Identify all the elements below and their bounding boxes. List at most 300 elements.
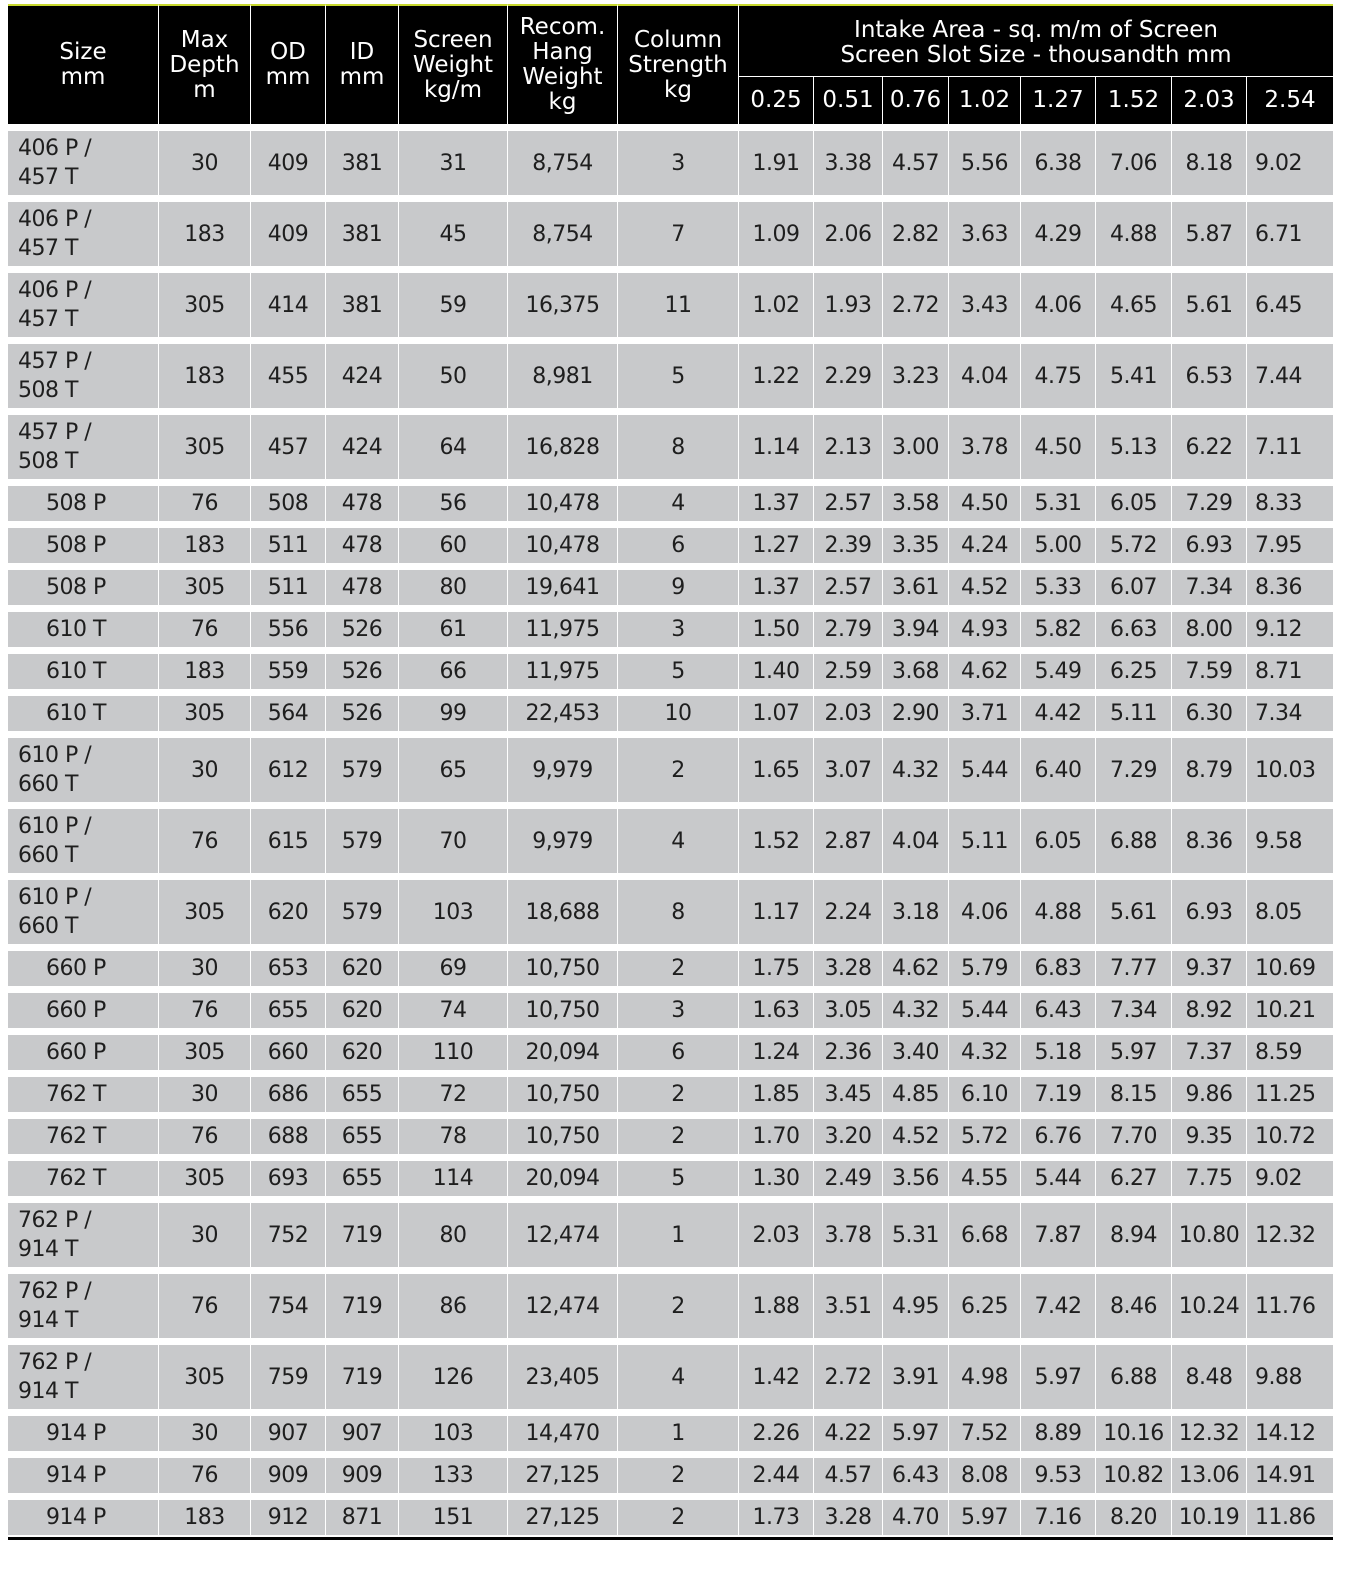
cell-size: [8, 195, 158, 266]
cell-size-line: 914 P: [46, 1505, 106, 1530]
header-max-depth-line1: Max: [180, 26, 229, 53]
cell-size-line: 660 T: [18, 772, 78, 797]
cell-size: [8, 337, 158, 408]
table-row: [8, 873, 1333, 944]
cell-hang-weight: 27,125: [507, 1451, 617, 1493]
table-row: [8, 195, 1333, 266]
cell-intake-area: 8.46: [1095, 1267, 1171, 1338]
cell-od: 556: [250, 605, 325, 647]
cell-size: [8, 408, 158, 479]
cell-hang-weight: 16,828: [507, 408, 617, 479]
cell-id: 871: [325, 1493, 398, 1535]
cell-id: 424: [325, 408, 398, 479]
cell-od: 511: [250, 521, 325, 563]
cell-intake-area: 4.98: [948, 1338, 1020, 1409]
cell-screen-weight: 80: [398, 1196, 507, 1267]
table-row: [8, 802, 1333, 873]
header-screen-weight: [398, 4, 507, 124]
cell-intake-area: 10.19: [1171, 1493, 1246, 1535]
header-max-depth-line3: m: [193, 76, 216, 103]
cell-id: 620: [325, 1028, 398, 1070]
cell-intake-area: 4.95: [882, 1267, 948, 1338]
cell-intake-area: 4.85: [882, 1070, 948, 1112]
cell-size: [8, 1196, 158, 1267]
cell-intake-area: 4.50: [948, 479, 1020, 521]
cell-intake-area: 12.32: [1246, 1196, 1333, 1267]
cell-max-depth: 305: [158, 408, 250, 479]
cell-column-strength: 6: [617, 1028, 738, 1070]
cell-intake-area: 8.79: [1171, 731, 1246, 802]
cell-od: 693: [250, 1154, 325, 1196]
cell-id: 719: [325, 1196, 398, 1267]
cell-id: 907: [325, 1409, 398, 1451]
cell-intake-area: 6.05: [1020, 802, 1095, 873]
cell-size: [8, 1070, 158, 1112]
cell-screen-weight: 78: [398, 1112, 507, 1154]
cell-size-line: 610 T: [46, 617, 106, 642]
cell-intake-area: 2.29: [813, 337, 882, 408]
cell-intake-area: 6.25: [1095, 647, 1171, 689]
cell-intake-area: 2.44: [738, 1451, 813, 1493]
cell-intake-area: 7.29: [1171, 479, 1246, 521]
cell-intake-area: 10.82: [1095, 1451, 1171, 1493]
cell-intake-area: 1.91: [738, 124, 813, 195]
cell-od: 414: [250, 266, 325, 337]
cell-intake-area: 1.85: [738, 1070, 813, 1112]
cell-intake-area: 4.32: [882, 986, 948, 1028]
cell-size-line: 660 T: [18, 914, 78, 939]
cell-column-strength: 6: [617, 521, 738, 563]
cell-intake-area: 10.21: [1246, 986, 1333, 1028]
cell-size-line: 610 T: [46, 701, 106, 726]
cell-intake-area: 3.58: [882, 479, 948, 521]
cell-intake-area: 7.16: [1020, 1493, 1095, 1535]
cell-intake-area: 3.43: [948, 266, 1020, 337]
cell-id: 579: [325, 873, 398, 944]
cell-intake-area: 8.20: [1095, 1493, 1171, 1535]
cell-intake-area: 4.04: [882, 802, 948, 873]
cell-intake-area: 2.03: [738, 1196, 813, 1267]
table-row: [8, 337, 1333, 408]
cell-size-line: 406 P /: [18, 136, 92, 161]
cell-intake-area: 3.61: [882, 563, 948, 605]
cell-intake-area: 1.30: [738, 1154, 813, 1196]
cell-screen-weight: 72: [398, 1070, 507, 1112]
table-row: [8, 1112, 1333, 1154]
cell-intake-area: 7.42: [1020, 1267, 1095, 1338]
cell-intake-area: 2.72: [813, 1338, 882, 1409]
cell-hang-weight: 18,688: [507, 873, 617, 944]
cell-max-depth: 183: [158, 195, 250, 266]
cell-id: 655: [325, 1154, 398, 1196]
cell-intake-area: 6.93: [1171, 873, 1246, 944]
cell-intake-area: 3.28: [813, 1493, 882, 1535]
cell-column-strength: 2: [617, 944, 738, 986]
cell-intake-area: 3.35: [882, 521, 948, 563]
cell-od: 612: [250, 731, 325, 802]
cell-id: 526: [325, 647, 398, 689]
cell-intake-area: 6.68: [948, 1196, 1020, 1267]
cell-intake-area: 3.78: [813, 1196, 882, 1267]
cell-column-strength: 11: [617, 266, 738, 337]
header-hang-weight-line4: kg: [548, 89, 577, 115]
cell-screen-weight: 99: [398, 689, 507, 731]
cell-od: 909: [250, 1451, 325, 1493]
cell-hang-weight: 11,975: [507, 605, 617, 647]
cell-screen-weight: 110: [398, 1028, 507, 1070]
cell-intake-area: 3.18: [882, 873, 948, 944]
cell-screen-weight: 66: [398, 647, 507, 689]
table-row: [8, 124, 1333, 195]
cell-intake-area: 6.83: [1020, 944, 1095, 986]
cell-column-strength: 3: [617, 605, 738, 647]
screen-spec-table: [8, 4, 1333, 1535]
cell-intake-area: 7.19: [1020, 1070, 1095, 1112]
cell-intake-area: 6.30: [1171, 689, 1246, 731]
cell-intake-area: 2.13: [813, 408, 882, 479]
cell-size: [8, 873, 158, 944]
cell-screen-weight: 103: [398, 1409, 507, 1451]
table-body: [8, 124, 1333, 1535]
cell-intake-area: 6.71: [1246, 195, 1333, 266]
cell-intake-area: 6.40: [1020, 731, 1095, 802]
table-row: [8, 266, 1333, 337]
cell-hang-weight: 8,754: [507, 195, 617, 266]
cell-size: [8, 1493, 158, 1535]
cell-od: 409: [250, 124, 325, 195]
header-slot-size: 2.54: [1246, 76, 1333, 124]
cell-size-line: 508 P: [46, 491, 106, 516]
cell-column-strength: 4: [617, 1338, 738, 1409]
cell-screen-weight: 133: [398, 1451, 507, 1493]
cell-max-depth: 305: [158, 1338, 250, 1409]
header-od-line1: OD: [270, 39, 306, 65]
cell-intake-area: 3.38: [813, 124, 882, 195]
cell-intake-area: 4.06: [948, 873, 1020, 944]
cell-hang-weight: 10,478: [507, 521, 617, 563]
cell-hang-weight: 8,981: [507, 337, 617, 408]
table-row: [8, 1028, 1333, 1070]
cell-column-strength: 5: [617, 337, 738, 408]
cell-size: [8, 479, 158, 521]
cell-hang-weight: 23,405: [507, 1338, 617, 1409]
table-row: [8, 1493, 1333, 1535]
cell-od: 660: [250, 1028, 325, 1070]
cell-screen-weight: 45: [398, 195, 507, 266]
table-row: [8, 986, 1333, 1028]
header-slot-size: 2.03: [1171, 76, 1246, 124]
cell-intake-area: 2.87: [813, 802, 882, 873]
cell-size-line: 457 P /: [18, 349, 92, 374]
cell-intake-area: 4.04: [948, 337, 1020, 408]
cell-intake-area: 4.88: [1095, 195, 1171, 266]
cell-intake-area: 10.24: [1171, 1267, 1246, 1338]
cell-od: 508: [250, 479, 325, 521]
cell-hang-weight: 12,474: [507, 1196, 617, 1267]
cell-max-depth: 30: [158, 944, 250, 986]
cell-intake-area: 1.37: [738, 479, 813, 521]
cell-intake-area: 5.31: [1020, 479, 1095, 521]
cell-od: 564: [250, 689, 325, 731]
header-column-strength-line1: Column: [633, 26, 723, 53]
cell-intake-area: 4.62: [882, 944, 948, 986]
table-row: [8, 647, 1333, 689]
cell-intake-area: 7.37: [1171, 1028, 1246, 1070]
cell-screen-weight: 64: [398, 408, 507, 479]
cell-intake-area: 9.12: [1246, 605, 1333, 647]
spec-table-container: [8, 4, 1333, 1540]
cell-intake-area: 6.76: [1020, 1112, 1095, 1154]
cell-intake-area: 5.49: [1020, 647, 1095, 689]
bottom-rule: [8, 1537, 1333, 1540]
cell-column-strength: 3: [617, 124, 738, 195]
cell-size-line: 457 P /: [18, 420, 92, 445]
header-intake-title: Intake Area - sq. m/m of Screen: [854, 17, 1218, 44]
header-size: [8, 4, 158, 124]
cell-intake-area: 4.32: [882, 731, 948, 802]
cell-od: 907: [250, 1409, 325, 1451]
cell-intake-area: 2.90: [882, 689, 948, 731]
header-screen-weight-line3: kg/m: [423, 76, 483, 103]
cell-hang-weight: 11,975: [507, 647, 617, 689]
cell-intake-area: 2.57: [813, 563, 882, 605]
cell-od: 409: [250, 195, 325, 266]
cell-size-line: 610 P /: [18, 814, 92, 839]
cell-hang-weight: 20,094: [507, 1154, 617, 1196]
cell-screen-weight: 70: [398, 802, 507, 873]
cell-intake-area: 1.75: [738, 944, 813, 986]
cell-intake-area: 2.39: [813, 521, 882, 563]
cell-intake-area: 1.63: [738, 986, 813, 1028]
cell-intake-area: 5.33: [1020, 563, 1095, 605]
cell-intake-area: 5.97: [1020, 1338, 1095, 1409]
cell-screen-weight: 74: [398, 986, 507, 1028]
cell-id: 381: [325, 266, 398, 337]
cell-column-strength: 2: [617, 1451, 738, 1493]
cell-intake-area: 6.25: [948, 1267, 1020, 1338]
cell-intake-area: 1.70: [738, 1112, 813, 1154]
cell-id: 909: [325, 1451, 398, 1493]
cell-max-depth: 76: [158, 986, 250, 1028]
cell-intake-area: 4.50: [1020, 408, 1095, 479]
cell-size: [8, 605, 158, 647]
cell-intake-area: 7.29: [1095, 731, 1171, 802]
cell-size-line: 762 T: [46, 1124, 106, 1149]
cell-max-depth: 305: [158, 689, 250, 731]
header-slot-size: 0.76: [882, 76, 948, 124]
cell-od: 688: [250, 1112, 325, 1154]
cell-intake-area: 5.72: [1095, 521, 1171, 563]
header-screen-weight-line1: Screen: [413, 26, 493, 53]
cell-intake-area: 8.05: [1246, 873, 1333, 944]
cell-column-strength: 1: [617, 1196, 738, 1267]
cell-intake-area: 1.42: [738, 1338, 813, 1409]
cell-id: 655: [325, 1112, 398, 1154]
cell-size-line: 406 P /: [18, 207, 92, 232]
cell-screen-weight: 50: [398, 337, 507, 408]
cell-intake-area: 6.63: [1095, 605, 1171, 647]
header-slot-size-title: Screen Slot Size - thousandth mm: [840, 42, 1232, 69]
cell-od: 457: [250, 408, 325, 479]
header-hang-weight-line3: Weight: [522, 64, 603, 90]
cell-size: [8, 1409, 158, 1451]
cell-column-strength: 5: [617, 1154, 738, 1196]
cell-intake-area: 3.56: [882, 1154, 948, 1196]
cell-screen-weight: 151: [398, 1493, 507, 1535]
cell-column-strength: 2: [617, 1070, 738, 1112]
header-id: [325, 4, 398, 124]
cell-intake-area: 10.16: [1095, 1409, 1171, 1451]
cell-id: 579: [325, 802, 398, 873]
cell-intake-area: 4.57: [882, 124, 948, 195]
cell-size-line: 457 T: [18, 236, 78, 261]
cell-od: 655: [250, 986, 325, 1028]
cell-intake-area: 4.52: [882, 1112, 948, 1154]
cell-intake-area: 5.11: [1095, 689, 1171, 731]
cell-size-line: 457 T: [18, 165, 78, 190]
cell-intake-area: 2.57: [813, 479, 882, 521]
cell-id: 381: [325, 124, 398, 195]
cell-intake-area: 8.71: [1246, 647, 1333, 689]
cell-intake-area: 10.69: [1246, 944, 1333, 986]
header-id-line2: mm: [339, 64, 385, 90]
cell-intake-area: 4.22: [813, 1409, 882, 1451]
cell-intake-area: 5.87: [1171, 195, 1246, 266]
cell-hang-weight: 10,750: [507, 944, 617, 986]
cell-intake-area: 1.07: [738, 689, 813, 731]
cell-column-strength: 8: [617, 873, 738, 944]
cell-intake-area: 10.72: [1246, 1112, 1333, 1154]
table-row: [8, 731, 1333, 802]
table-row: [8, 1267, 1333, 1338]
cell-intake-area: 8.08: [948, 1451, 1020, 1493]
cell-hang-weight: 10,750: [507, 986, 617, 1028]
table-header: [8, 4, 1333, 124]
cell-intake-area: 6.43: [1020, 986, 1095, 1028]
cell-intake-area: 5.18: [1020, 1028, 1095, 1070]
cell-intake-area: 3.51: [813, 1267, 882, 1338]
cell-screen-weight: 65: [398, 731, 507, 802]
cell-size: [8, 731, 158, 802]
cell-id: 719: [325, 1338, 398, 1409]
cell-intake-area: 1.14: [738, 408, 813, 479]
cell-max-depth: 30: [158, 1196, 250, 1267]
cell-intake-area: 5.11: [948, 802, 1020, 873]
cell-max-depth: 183: [158, 647, 250, 689]
cell-size: [8, 647, 158, 689]
cell-hang-weight: 10,478: [507, 479, 617, 521]
cell-hang-weight: 9,979: [507, 731, 617, 802]
cell-max-depth: 305: [158, 1028, 250, 1070]
header-hang-weight: [507, 4, 617, 124]
cell-intake-area: 9.02: [1246, 1154, 1333, 1196]
cell-intake-area: 5.61: [1095, 873, 1171, 944]
header-hang-weight-line1: Recom.: [519, 14, 606, 40]
cell-intake-area: 2.06: [813, 195, 882, 266]
cell-intake-area: 2.24: [813, 873, 882, 944]
cell-size: [8, 689, 158, 731]
cell-intake-area: 9.02: [1246, 124, 1333, 195]
cell-intake-area: 5.44: [1020, 1154, 1095, 1196]
cell-hang-weight: 9,979: [507, 802, 617, 873]
cell-max-depth: 76: [158, 802, 250, 873]
cell-intake-area: 4.75: [1020, 337, 1095, 408]
cell-max-depth: 183: [158, 337, 250, 408]
cell-intake-area: 6.27: [1095, 1154, 1171, 1196]
header-slot-size: 0.51: [813, 76, 882, 124]
cell-intake-area: 6.53: [1171, 337, 1246, 408]
cell-id: 620: [325, 944, 398, 986]
cell-hang-weight: 19,641: [507, 563, 617, 605]
cell-max-depth: 76: [158, 1112, 250, 1154]
cell-intake-area: 2.59: [813, 647, 882, 689]
cell-intake-area: 1.73: [738, 1493, 813, 1535]
table-row: [8, 521, 1333, 563]
cell-hang-weight: 12,474: [507, 1267, 617, 1338]
cell-column-strength: 1: [617, 1409, 738, 1451]
cell-intake-area: 11.76: [1246, 1267, 1333, 1338]
cell-intake-area: 3.00: [882, 408, 948, 479]
cell-intake-area: 9.35: [1171, 1112, 1246, 1154]
cell-intake-area: 1.65: [738, 731, 813, 802]
cell-intake-area: 4.52: [948, 563, 1020, 605]
cell-size-line: 914 P: [46, 1463, 106, 1488]
cell-intake-area: 9.53: [1020, 1451, 1095, 1493]
cell-intake-area: 4.24: [948, 521, 1020, 563]
cell-intake-area: 5.79: [948, 944, 1020, 986]
cell-size-line: 914 T: [18, 1379, 78, 1404]
cell-max-depth: 76: [158, 479, 250, 521]
cell-intake-area: 2.03: [813, 689, 882, 731]
cell-od: 620: [250, 873, 325, 944]
cell-id: 526: [325, 689, 398, 731]
cell-max-depth: 305: [158, 1154, 250, 1196]
cell-size: [8, 986, 158, 1028]
cell-intake-area: 4.65: [1095, 266, 1171, 337]
cell-intake-area: 8.48: [1171, 1338, 1246, 1409]
table-row: [8, 408, 1333, 479]
cell-size-line: 914 T: [18, 1308, 78, 1333]
cell-intake-area: 13.06: [1171, 1451, 1246, 1493]
cell-intake-area: 7.77: [1095, 944, 1171, 986]
cell-intake-area: 3.45: [813, 1070, 882, 1112]
cell-size-line: 660 P: [46, 998, 106, 1023]
cell-intake-area: 8.36: [1171, 802, 1246, 873]
cell-intake-area: 5.31: [882, 1196, 948, 1267]
table-row: [8, 1409, 1333, 1451]
cell-id: 719: [325, 1267, 398, 1338]
cell-screen-weight: 114: [398, 1154, 507, 1196]
cell-intake-area: 3.40: [882, 1028, 948, 1070]
cell-intake-area: 6.07: [1095, 563, 1171, 605]
cell-size-line: 610 P /: [18, 885, 92, 910]
header-max-depth: [158, 4, 250, 124]
cell-od: 754: [250, 1267, 325, 1338]
cell-intake-area: 3.71: [948, 689, 1020, 731]
cell-intake-area: 2.82: [882, 195, 948, 266]
cell-size: [8, 266, 158, 337]
cell-intake-area: 8.92: [1171, 986, 1246, 1028]
cell-intake-area: 1.52: [738, 802, 813, 873]
table-row: [8, 689, 1333, 731]
cell-size-line: 762 P /: [18, 1350, 92, 1375]
cell-size: [8, 1267, 158, 1338]
cell-intake-area: 5.97: [948, 1493, 1020, 1535]
cell-size-line: 660 P: [46, 956, 106, 981]
cell-id: 526: [325, 605, 398, 647]
cell-size-line: 508 P: [46, 533, 106, 558]
cell-id: 579: [325, 731, 398, 802]
